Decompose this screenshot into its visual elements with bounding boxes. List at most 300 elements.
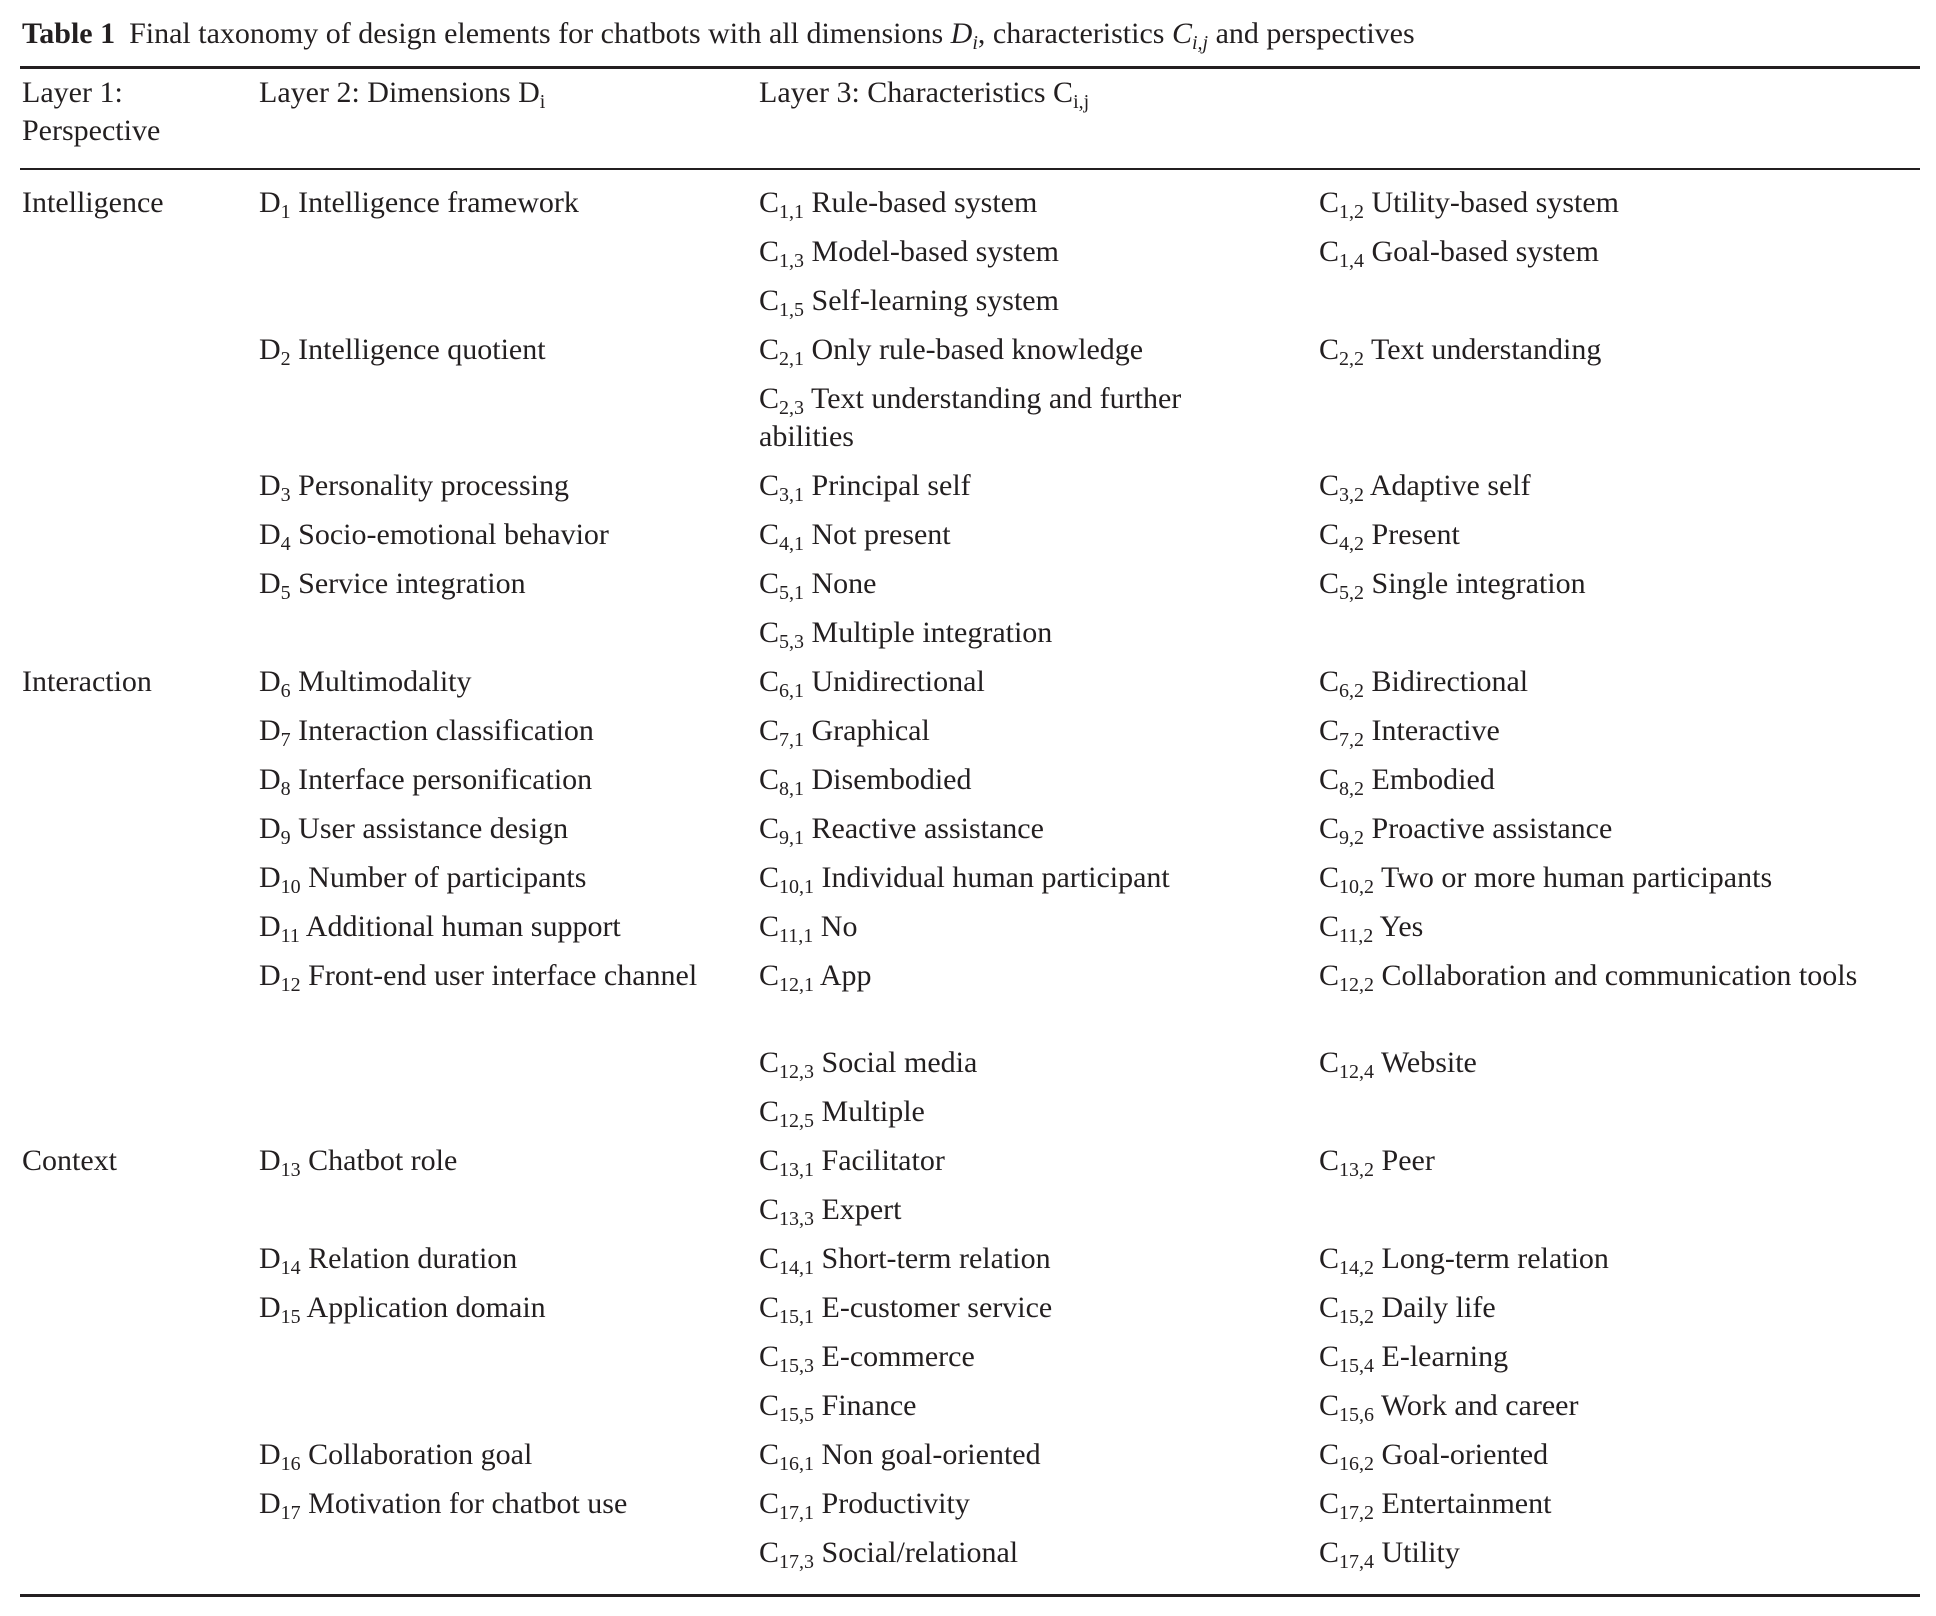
characteristic-index: 3,1 [779, 484, 805, 506]
characteristic-cell [757, 233, 1317, 282]
characteristic-cell [1317, 331, 1920, 380]
table-row [20, 1534, 1920, 1583]
caption-sub-i: i [972, 32, 978, 54]
characteristic-symbol: C [1319, 861, 1340, 894]
dimension-cell [257, 184, 757, 233]
characteristic-cell [1317, 565, 1920, 614]
characteristic-index: 2,2 [1339, 348, 1365, 370]
characteristic-symbol: C [759, 186, 780, 219]
characteristic-cell [757, 1093, 1317, 1142]
characteristic-cell [757, 184, 1317, 233]
dimension-symbol: D [259, 186, 281, 219]
characteristic-symbol: C [759, 1487, 780, 1520]
dimension-cell [257, 663, 757, 712]
characteristic-label: Finance [821, 1389, 917, 1422]
characteristic-cell [757, 712, 1317, 761]
characteristic-label: Unidirectional [811, 665, 985, 698]
dimension-index: 7 [280, 729, 291, 751]
characteristic-index: 12,2 [1339, 974, 1375, 996]
dimension-label: Interface personification [298, 763, 593, 796]
dimension-index: 1 [280, 201, 291, 223]
characteristic-index: 15,5 [779, 1404, 815, 1426]
characteristic-label: Short-term relation [821, 1242, 1051, 1275]
characteristic-label: Productivity [821, 1487, 970, 1520]
table-row [20, 810, 1920, 859]
characteristic-index: 7,2 [1339, 729, 1365, 751]
characteristic-cell [1317, 908, 1920, 957]
perspective-cell [20, 1436, 257, 1485]
characteristic-label: Utility [1381, 1536, 1460, 1569]
characteristic-label: Expert [821, 1193, 902, 1226]
dimension-symbol: D [259, 1291, 281, 1324]
characteristic-symbol: C [759, 1242, 780, 1275]
characteristic-index: 12,1 [779, 974, 815, 996]
characteristic-symbol: C [759, 763, 780, 796]
characteristic-cell [1317, 282, 1920, 331]
perspective-cell [20, 663, 257, 712]
characteristic-cell [1317, 1387, 1920, 1436]
characteristic-index: 9,2 [1339, 827, 1365, 849]
dimension-cell [257, 331, 757, 380]
dimension-label: Application domain [306, 1291, 546, 1324]
characteristic-label: Peer [1381, 1144, 1435, 1177]
characteristic-cell [757, 859, 1317, 908]
characteristic-index: 5,3 [779, 631, 805, 653]
perspective-cell [20, 233, 257, 282]
caption-sub-ij: i,j [1191, 32, 1209, 54]
characteristic-index: 5,2 [1339, 582, 1365, 604]
characteristic-index: 10,1 [779, 876, 815, 898]
characteristic-index: 16,1 [779, 1453, 815, 1475]
header-rule [20, 168, 1920, 170]
dimension-symbol: D [259, 333, 281, 366]
characteristic-cell [757, 565, 1317, 614]
table-row [20, 1044, 1920, 1093]
characteristic-index: 17,2 [1339, 1502, 1375, 1524]
characteristic-cell [1317, 1436, 1920, 1485]
header-characteristics-text: Layer 3: Characteristics C [759, 76, 1074, 109]
characteristic-cell [757, 1289, 1317, 1338]
characteristic-label: Long-term relation [1381, 1242, 1609, 1275]
dimension-index: 13 [280, 1159, 301, 1181]
dimension-symbol: D [259, 861, 281, 894]
characteristic-index: 1,5 [779, 299, 805, 321]
characteristic-label: Multiple integration [811, 616, 1053, 649]
caption-text-1: Final taxonomy of design elements for chatbots with all dimensions [129, 17, 951, 50]
characteristic-label: Entertainment [1381, 1487, 1552, 1520]
dimension-cell [257, 1387, 757, 1436]
characteristic-index: 13,3 [779, 1208, 815, 1230]
characteristic-symbol: C [1319, 333, 1340, 366]
characteristic-label: Social media [821, 1046, 978, 1079]
dimension-cell [257, 1044, 757, 1093]
characteristic-symbol: C [1319, 665, 1340, 698]
dimension-cell [257, 712, 757, 761]
characteristic-symbol: C [759, 1095, 780, 1128]
dimension-label: Intelligence quotient [298, 333, 546, 366]
characteristic-index: 5,1 [779, 582, 805, 604]
characteristic-label: Text understanding [1370, 333, 1602, 366]
characteristic-index: 4,1 [779, 533, 805, 555]
characteristic-index: 8,2 [1339, 778, 1365, 800]
characteristic-label: Reactive assistance [811, 812, 1044, 845]
dimension-label: Chatbot role [308, 1144, 458, 1177]
header-empty [1317, 74, 1920, 150]
table-row [20, 331, 1920, 380]
dimension-label: Interaction classification [298, 714, 594, 747]
characteristic-symbol: C [759, 665, 780, 698]
characteristic-label: Graphical [811, 714, 930, 747]
characteristic-cell [1317, 1240, 1920, 1289]
characteristic-cell [1317, 380, 1920, 467]
table-row [20, 516, 1920, 565]
perspective-cell [20, 908, 257, 957]
perspective-cell [20, 761, 257, 810]
perspective-cell [20, 1338, 257, 1387]
characteristic-cell [757, 1485, 1317, 1534]
characteristic-symbol: C [759, 518, 780, 551]
characteristic-cell [757, 516, 1317, 565]
characteristic-index: 8,1 [779, 778, 805, 800]
characteristic-symbol: C [1319, 1242, 1340, 1275]
table-row [20, 233, 1920, 282]
characteristic-symbol: C [1319, 1144, 1340, 1177]
header-row [20, 74, 1920, 150]
perspective-cell [20, 1191, 257, 1240]
dimension-label: Collaboration goal [308, 1438, 533, 1471]
dimension-cell [257, 1289, 757, 1338]
characteristic-label: Interactive [1371, 714, 1500, 747]
characteristic-symbol: C [759, 1144, 780, 1177]
characteristic-symbol: C [1319, 1487, 1340, 1520]
characteristic-symbol: C [1319, 469, 1340, 502]
dimension-index: 15 [280, 1306, 301, 1328]
perspective-cell [20, 1093, 257, 1142]
table-row [20, 663, 1920, 712]
table-label: Table 1 [22, 17, 116, 50]
dimension-index: 4 [280, 533, 291, 555]
dimension-symbol: D [259, 812, 281, 845]
characteristic-cell [757, 1044, 1317, 1093]
dimension-cell [257, 380, 757, 467]
caption-symbol-d: D [950, 17, 973, 50]
characteristic-cell [757, 761, 1317, 810]
dimension-cell [257, 1338, 757, 1387]
characteristic-index: 17,3 [779, 1551, 815, 1573]
characteristic-cell [757, 1387, 1317, 1436]
header-characteristics [757, 74, 1317, 150]
header-dimensions-text: Layer 2: Dimensions D [259, 76, 540, 109]
characteristic-label: E-customer service [821, 1291, 1053, 1324]
characteristic-cell [757, 331, 1317, 380]
dimension-cell [257, 614, 757, 663]
dimension-index: 9 [280, 827, 291, 849]
table-row [20, 1240, 1920, 1289]
characteristic-cell [757, 1240, 1317, 1289]
characteristic-label: Adaptive self [1369, 469, 1531, 502]
characteristic-cell [1317, 467, 1920, 516]
dimension-index: 8 [280, 778, 291, 800]
dimension-cell [257, 908, 757, 957]
table-row [20, 1387, 1920, 1436]
characteristic-index: 15,4 [1339, 1355, 1375, 1377]
dimension-index: 12 [280, 974, 301, 996]
characteristic-index: 15,1 [779, 1306, 815, 1328]
characteristic-symbol: C [759, 1389, 780, 1422]
characteristic-symbol: C [759, 1193, 780, 1226]
characteristic-label: Utility-based system [1371, 186, 1619, 219]
characteristic-cell [1317, 1142, 1920, 1191]
characteristic-index: 7,1 [779, 729, 805, 751]
characteristic-label: Collaboration and communication tools [1381, 959, 1858, 992]
characteristic-symbol: C [1319, 910, 1340, 943]
header-dimensions [257, 74, 757, 150]
dimension-cell [257, 233, 757, 282]
characteristic-symbol: C [1319, 812, 1340, 845]
table-row [20, 908, 1920, 957]
dimension-symbol: D [259, 469, 281, 502]
characteristic-label: Self-learning system [811, 284, 1059, 317]
dimension-cell [257, 859, 757, 908]
characteristic-label: Bidirectional [1371, 665, 1529, 698]
perspective-cell [20, 1240, 257, 1289]
header-perspective: Layer 1: Perspective [22, 76, 161, 147]
characteristic-index: 15,6 [1339, 1404, 1375, 1426]
dimension-symbol: D [259, 665, 281, 698]
characteristic-label: No [820, 910, 858, 943]
characteristic-index: 14,2 [1339, 1257, 1375, 1279]
characteristic-cell [1317, 184, 1920, 233]
characteristic-cell [1317, 1044, 1920, 1093]
characteristic-cell [1317, 957, 1920, 1044]
characteristic-symbol: C [759, 1291, 780, 1324]
characteristic-symbol: C [1319, 1291, 1340, 1324]
table-row [20, 184, 1920, 233]
characteristic-label: Non goal-oriented [821, 1438, 1041, 1471]
dimension-cell [257, 1436, 757, 1485]
perspective-cell [20, 184, 257, 233]
perspective-cell [20, 1534, 257, 1583]
perspective-cell [20, 1289, 257, 1338]
characteristic-symbol: C [1319, 186, 1340, 219]
characteristic-symbol: C [1319, 1536, 1340, 1569]
table-row [20, 1436, 1920, 1485]
table-body [20, 184, 1920, 1583]
characteristic-symbol: C [1319, 763, 1340, 796]
dimension-index: 17 [280, 1502, 301, 1524]
characteristic-label: E-commerce [821, 1340, 975, 1373]
characteristic-symbol: C [759, 567, 780, 600]
characteristic-label: Social/relational [821, 1536, 1019, 1569]
characteristic-symbol: C [1319, 235, 1340, 268]
characteristic-cell [757, 1534, 1317, 1583]
characteristic-symbol: C [1319, 714, 1340, 747]
dimension-symbol: D [259, 1438, 281, 1471]
characteristic-index: 13,1 [779, 1159, 815, 1181]
characteristic-label: Work and career [1380, 1389, 1579, 1422]
characteristic-label: Principal self [811, 469, 971, 502]
characteristic-cell [757, 908, 1317, 957]
dimension-label: Relation duration [308, 1242, 518, 1275]
characteristic-index: 6,1 [779, 680, 805, 702]
characteristic-index: 2,3 [779, 397, 805, 419]
characteristic-symbol: C [759, 1340, 780, 1373]
dimension-symbol: D [259, 959, 281, 992]
characteristic-index: 15,3 [779, 1355, 815, 1377]
characteristic-label: Model-based system [811, 235, 1059, 268]
table-row [20, 1093, 1920, 1142]
dimension-index: 11 [280, 925, 300, 947]
dimension-cell [257, 957, 757, 1044]
header-characteristics-sub: i,j [1073, 91, 1090, 113]
dimension-index: 5 [280, 582, 291, 604]
characteristic-cell [1317, 1534, 1920, 1583]
table-row [20, 1289, 1920, 1338]
dimension-symbol: D [259, 567, 281, 600]
dimension-symbol: D [259, 910, 281, 943]
characteristic-index: 17,1 [779, 1502, 815, 1524]
perspective-cell [20, 331, 257, 380]
characteristic-label: Website [1380, 1046, 1477, 1079]
characteristic-symbol: C [759, 910, 780, 943]
characteristic-index: 11,2 [1339, 925, 1374, 947]
table-row [20, 1191, 1920, 1240]
characteristic-label: Goal-based system [1371, 235, 1599, 268]
characteristic-index: 14,1 [779, 1257, 815, 1279]
characteristic-symbol: C [1319, 1046, 1340, 1079]
characteristic-index: 16,2 [1339, 1453, 1375, 1475]
dimension-symbol: D [259, 763, 281, 796]
dimension-symbol: D [259, 1144, 281, 1177]
characteristic-cell [757, 957, 1317, 1044]
characteristic-symbol: C [759, 469, 780, 502]
characteristic-label: Disembodied [811, 763, 972, 796]
table-row [20, 614, 1920, 663]
perspective-cell [20, 1387, 257, 1436]
characteristic-symbol: C [759, 284, 780, 317]
characteristic-cell [757, 1142, 1317, 1191]
caption-text-3: and perspectives [1208, 17, 1415, 50]
top-rule [20, 66, 1920, 69]
characteristic-symbol: C [1319, 959, 1340, 992]
characteristic-symbol: C [759, 1046, 780, 1079]
characteristic-label: Yes [1379, 910, 1424, 943]
table-row [20, 712, 1920, 761]
characteristic-cell [1317, 1191, 1920, 1240]
perspective-cell [20, 1485, 257, 1534]
characteristic-index: 10,2 [1339, 876, 1375, 898]
table-row [20, 467, 1920, 516]
characteristic-symbol: C [1319, 1438, 1340, 1471]
dimension-index: 16 [280, 1453, 301, 1475]
bottom-rule [20, 1594, 1920, 1597]
characteristic-index: 2,1 [779, 348, 805, 370]
dimension-cell [257, 1093, 757, 1142]
dimension-cell [257, 1534, 757, 1583]
taxonomy-table [20, 184, 1920, 1583]
characteristic-label: Text understanding and further abilities [759, 382, 1182, 453]
characteristic-label: Facilitator [821, 1144, 945, 1177]
characteristic-index: 12,3 [779, 1061, 815, 1083]
characteristic-label: Two or more human participants [1380, 861, 1773, 894]
table-header [20, 74, 1920, 150]
characteristic-cell [1317, 810, 1920, 859]
table-row [20, 282, 1920, 331]
characteristic-symbol: C [759, 714, 780, 747]
dimension-index: 14 [280, 1257, 301, 1279]
dimension-index: 2 [280, 348, 291, 370]
characteristic-label: Daily life [1381, 1291, 1496, 1324]
dimension-cell [257, 282, 757, 331]
dimension-label: Front-end user interface channel [308, 959, 698, 992]
characteristic-index: 11,1 [779, 925, 814, 947]
characteristic-label: Single integration [1371, 567, 1586, 600]
characteristic-index: 15,2 [1339, 1306, 1375, 1328]
characteristic-cell [757, 663, 1317, 712]
characteristic-label: Individual human participant [821, 861, 1170, 894]
table-row [20, 957, 1920, 1044]
perspective-label: Interaction [22, 665, 152, 698]
dimension-cell [257, 1485, 757, 1534]
characteristic-cell [1317, 1485, 1920, 1534]
dimension-label: Multimodality [298, 665, 472, 698]
characteristic-symbol: C [759, 333, 780, 366]
characteristic-cell [757, 614, 1317, 663]
perspective-label: Intelligence [22, 186, 164, 219]
perspective-cell [20, 957, 257, 1044]
perspective-cell [20, 859, 257, 908]
characteristic-index: 1,3 [779, 250, 805, 272]
table-row [20, 1142, 1920, 1191]
characteristic-index: 4,2 [1339, 533, 1365, 555]
dimension-label: Service integration [298, 567, 526, 600]
perspective-cell [20, 516, 257, 565]
perspective-cell [20, 712, 257, 761]
caption-symbol-c: C [1171, 17, 1192, 50]
dimension-cell [257, 1191, 757, 1240]
characteristic-cell [757, 1436, 1317, 1485]
characteristic-cell [1317, 761, 1920, 810]
characteristic-cell [1317, 1338, 1920, 1387]
characteristic-cell [1317, 233, 1920, 282]
characteristic-cell [757, 282, 1317, 331]
dimension-cell [257, 761, 757, 810]
characteristic-label: Only rule-based knowledge [811, 333, 1144, 366]
dimension-symbol: D [259, 1242, 281, 1275]
characteristic-index: 1,2 [1339, 201, 1365, 223]
characteristic-label: Not present [811, 518, 951, 551]
table-row [20, 859, 1920, 908]
table-row [20, 565, 1920, 614]
characteristic-label: E-learning [1381, 1340, 1509, 1373]
dimension-label: Socio-emotional behavior [298, 518, 609, 551]
dimension-cell [257, 565, 757, 614]
dimension-cell [257, 467, 757, 516]
characteristic-symbol: C [759, 1438, 780, 1471]
perspective-cell [20, 810, 257, 859]
dimension-index: 10 [280, 876, 301, 898]
perspective-cell [20, 565, 257, 614]
perspective-cell [20, 380, 257, 467]
table-row [20, 761, 1920, 810]
characteristic-label: App [819, 959, 872, 992]
characteristic-cell [1317, 614, 1920, 663]
characteristic-cell [757, 380, 1317, 467]
characteristic-symbol: C [1319, 518, 1340, 551]
characteristic-symbol: C [1319, 1340, 1340, 1373]
table-row [20, 1485, 1920, 1534]
characteristic-label: None [811, 567, 877, 600]
